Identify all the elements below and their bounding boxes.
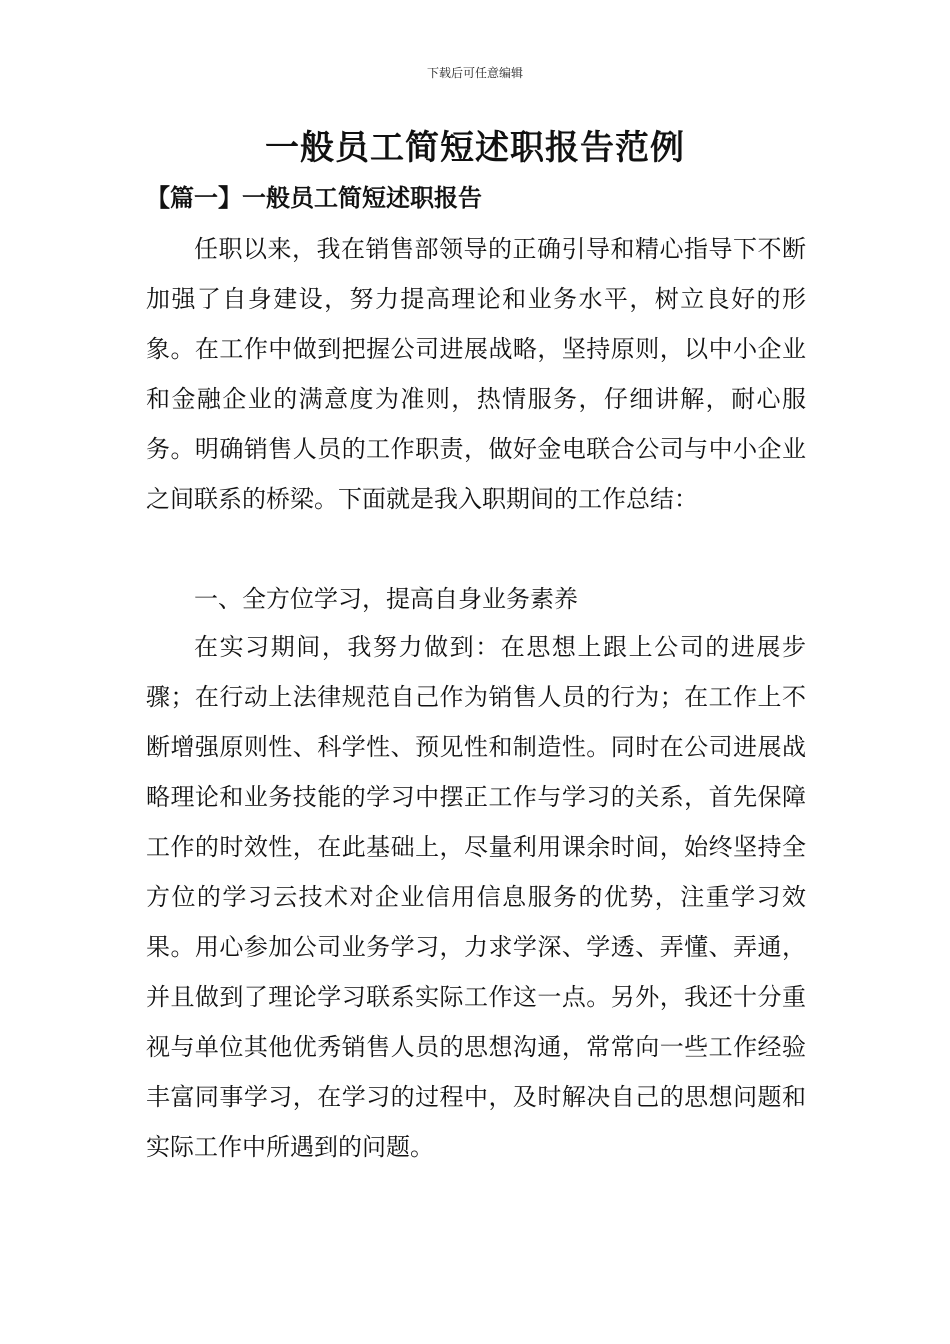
subsection-heading: 一、全方位学习，提高自身业务素养 <box>194 585 578 613</box>
document-title: 一般员工简短述职报告范例 <box>265 128 685 168</box>
body-paragraph: 任职以来，我在销售部领导的正确引导和精心指导下不断加强了自身建设，努力提高理论和业务水平，树立良好的形象。在工作中做到把握公司进展战略，坚持原则，以中小企业和金融企业的满意度为准则，热情服务，仔细讲解，耐心服务。明确销售人员的工作职责，做好金电联合公司与中小企业之间联系的桥梁。下面就是我入职期间的工作总结： <box>146 235 806 513</box>
body-paragraph: 在实习期间，我努力做到：在思想上跟上公司的进展步骤；在行动上法律规范自己作为销售人员的行为；在工作上不断增强原则性、科学性、预见性和制造性。同时在公司进展战略理论和业务技能的学习中摆正工作与学习的关系，首先保障工作的时效性，在此基础上，尽量利用课余时间，始终坚持全方位的学习云技术对企业信用信息服务的优势，注重学习效果。用心参加公司业务学习，力求学深、学透、弄懂、弄通，并且做到了理论学习联系实际工作这一点。另外，我还十分重视与单位其他优秀销售人员的思想沟通，常常向一些工作经验丰富同事学习，在学习的过程中，及时解决自己的思想问题和实际工作中所遇到的问题。 <box>146 633 806 1161</box>
page-header-note: 下载后可任意编辑 <box>426 66 523 80</box>
section-heading: 【篇一】一般员工简短述职报告 <box>146 183 482 212</box>
